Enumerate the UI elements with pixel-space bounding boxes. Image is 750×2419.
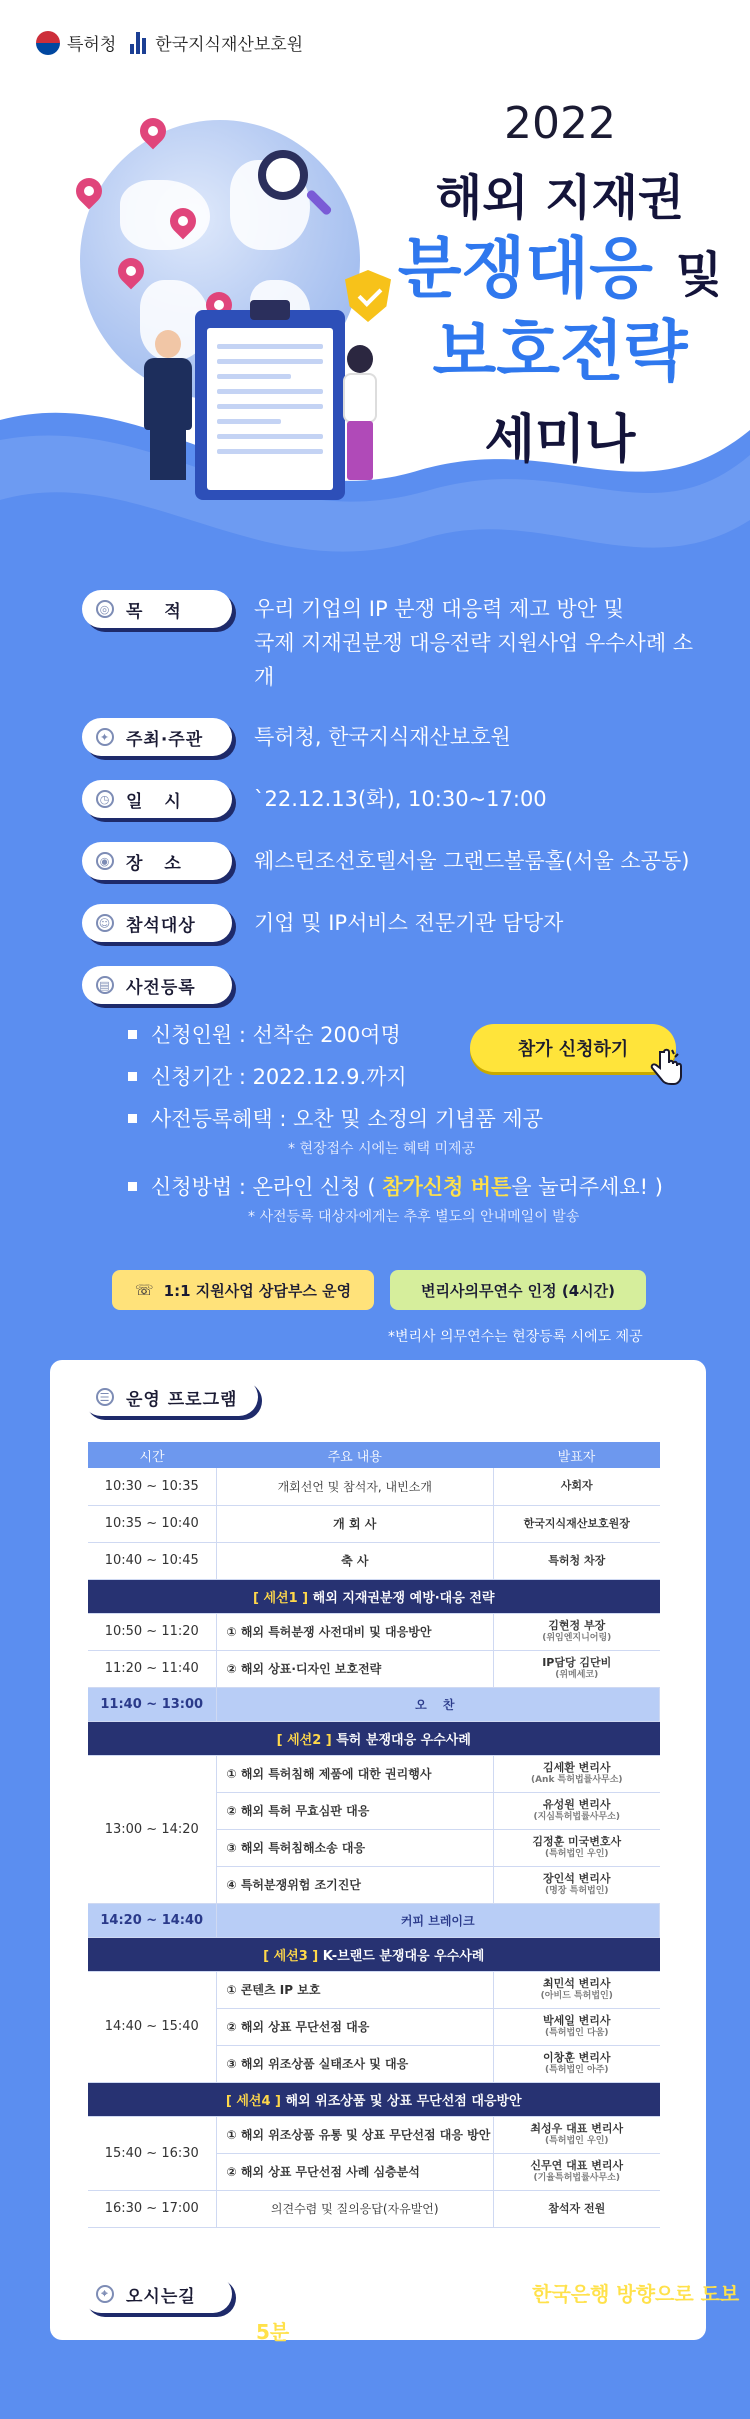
prereg-method bbox=[128, 1168, 688, 1204]
speaker-name: 최성우 대표 변리사 bbox=[530, 2122, 624, 2135]
location-icon: ◉ bbox=[96, 852, 114, 870]
apply-button[interactable]: 참가 신청하기 bbox=[470, 1024, 676, 1072]
people-icon: ☺ bbox=[96, 914, 114, 932]
table-header-row bbox=[88, 1442, 660, 1468]
place-label-pill bbox=[82, 842, 232, 880]
speaker-org: (위임엔지니어링) bbox=[542, 1632, 612, 1643]
location-label-pill bbox=[82, 2275, 232, 2313]
prereg-method-note: * 사전등록 대상자에게는 추후 별도의 안내메일이 발송 bbox=[248, 1209, 580, 1225]
target-label: 참석대상 bbox=[126, 915, 196, 936]
row-time: 14:40 ~ 15:40 bbox=[88, 1971, 216, 2082]
row-content: ② 해외 상표 무단선점 사례 심층분석 bbox=[216, 2153, 494, 2190]
session-tag: [ 세션2 ] bbox=[276, 1732, 332, 1748]
speaker-org: (특허법인 아주) bbox=[544, 2064, 609, 2075]
prereg-label-pill bbox=[82, 966, 232, 1004]
session-3-title bbox=[88, 1937, 660, 1971]
feature-chips bbox=[112, 1270, 646, 1310]
speaker-name: 유성원 변리사 bbox=[542, 1798, 611, 1811]
prereg-method-post: 을 눌러주세요! ) bbox=[511, 1175, 663, 1199]
purpose-text-line-2: 국제 지재권분쟁 대응전략 지원사업 우수사례 소개 bbox=[254, 631, 694, 689]
row-speaker bbox=[494, 1613, 660, 1650]
program-label-pill bbox=[82, 1378, 258, 1416]
consult-booth-label: 1:1 지원사업 상담부스 운영 bbox=[163, 1281, 352, 1300]
pointer-hand-icon bbox=[648, 1048, 682, 1088]
table-row bbox=[88, 1542, 660, 1579]
row-time: 15:40 ~ 16:30 bbox=[88, 2116, 216, 2190]
prereg-method-highlight: 참가신청 버튼 bbox=[382, 1175, 512, 1199]
session-title: K-브랜드 분쟁대응 우수사례 bbox=[322, 1948, 485, 1964]
session-tag: [ 세션4 ] bbox=[225, 2093, 281, 2109]
row-content: ① 해외 특허침해 제품에 대한 권리행사 bbox=[216, 1755, 494, 1792]
speaker-name: 최민석 변리사 bbox=[542, 1977, 611, 1990]
table-row bbox=[88, 2190, 660, 2227]
row-time: 10:50 ~ 11:20 bbox=[88, 1613, 216, 1650]
title-line-1: 해외 지재권 bbox=[435, 170, 685, 226]
row-speaker: 사회자 bbox=[494, 1468, 660, 1505]
title-year: 2022 bbox=[504, 98, 616, 149]
speaker-org: (특허법인 우인) bbox=[544, 2135, 609, 2146]
speaker-org: (명장 특허법인) bbox=[544, 1885, 609, 1896]
speaker-org: (기율특허법률사무소) bbox=[533, 2172, 620, 2183]
row-speaker: 특허청 차장 bbox=[494, 1542, 660, 1579]
prereg-capacity: 신청인원 : 선착순 200여명 bbox=[128, 1016, 688, 1052]
prereg-label: 사전등록 bbox=[126, 977, 196, 998]
session-header bbox=[88, 1579, 660, 1613]
title-line-2 bbox=[370, 228, 750, 311]
row-speaker bbox=[494, 2153, 660, 2190]
row-speaker bbox=[494, 1792, 660, 1829]
row-time: 11:20 ~ 11:40 bbox=[88, 1650, 216, 1687]
prereg-benefit-note: * 현장접수 시에는 혜택 미제공 bbox=[288, 1141, 476, 1157]
row-content: ② 해외 상표 무단선점 대응 bbox=[216, 2008, 494, 2045]
purpose-label-pill bbox=[82, 590, 232, 628]
seminar-title bbox=[370, 98, 750, 472]
table-row bbox=[88, 2116, 660, 2153]
lunch-row bbox=[88, 1687, 660, 1721]
purpose-text bbox=[254, 590, 702, 694]
session-1-title bbox=[88, 1579, 660, 1613]
coffee-break-row bbox=[88, 1903, 660, 1937]
target-row bbox=[82, 904, 702, 942]
session-header bbox=[88, 2082, 660, 2116]
col-speaker: 발표자 bbox=[494, 1442, 660, 1468]
table-row bbox=[88, 1971, 660, 2008]
col-time: 시간 bbox=[88, 1442, 216, 1468]
location-text-pre: 지하철 1,2호선 시청역 하차 후 bbox=[256, 2282, 533, 2306]
place-row bbox=[82, 842, 702, 880]
row-speaker bbox=[494, 2116, 660, 2153]
consult-booth-chip bbox=[112, 1270, 374, 1310]
bulb-icon: ✦ bbox=[96, 728, 114, 746]
speaker-name: 신무연 대표 변리사 bbox=[530, 2159, 624, 2172]
row-speaker: 한국지식재산보호원장 bbox=[494, 1505, 660, 1542]
info-section bbox=[82, 590, 702, 1028]
location-text bbox=[256, 2275, 750, 2351]
title-line-3: 보호전략 bbox=[432, 312, 688, 390]
row-content: 의견수렴 및 질의응답(자유발언) bbox=[216, 2190, 494, 2227]
clock-icon: ◷ bbox=[96, 790, 114, 808]
row-time: 10:35 ~ 10:40 bbox=[88, 1505, 216, 1542]
list-icon: ☰ bbox=[96, 1388, 114, 1406]
row-speaker bbox=[494, 1971, 660, 2008]
host-label: 주최·주관 bbox=[126, 729, 204, 750]
row-speaker bbox=[494, 2008, 660, 2045]
speaker-name: 김정훈 미국변호사 bbox=[532, 1835, 622, 1848]
prereg-benefit: 사전등록혜택 : 오찬 및 소정의 기념품 제공 bbox=[128, 1100, 688, 1136]
prereg-method-pre: 신청방법 : 온라인 신청 ( bbox=[151, 1175, 376, 1199]
program-label: 운영 프로그램 bbox=[126, 1389, 238, 1410]
table-row bbox=[88, 1613, 660, 1650]
document-icon: ▤ bbox=[96, 976, 114, 994]
purpose-row bbox=[82, 590, 702, 694]
target-text: 기업 및 IP서비스 전문기관 담당자 bbox=[254, 911, 564, 935]
date-row bbox=[82, 780, 702, 818]
row-content: ② 해외 상표·디자인 보호전략 bbox=[216, 1650, 494, 1687]
speaker-org: (아비드 특허법인) bbox=[540, 1990, 613, 2001]
session-tag: [ 세션3 ] bbox=[263, 1948, 319, 1964]
row-speaker bbox=[494, 1866, 660, 1903]
location-text-highlight: 한국은행 방향으로 도보 5분 bbox=[256, 2282, 740, 2344]
speaker-name: IP담당 김단비 bbox=[542, 1656, 612, 1669]
row-time: 11:40 ~ 13:00 bbox=[88, 1687, 216, 1721]
session-tag: [ 세션1 ] bbox=[253, 1590, 309, 1606]
row-content: ① 해외 특허분쟁 사전대비 및 대응방안 bbox=[216, 1613, 494, 1650]
row-speaker bbox=[494, 2045, 660, 2082]
koipa-name: 한국지식재산보호원 bbox=[155, 35, 304, 55]
session-title: 해외 지재권분쟁 예방·대응 전략 bbox=[312, 1590, 495, 1606]
speaker-org: (특허법인 다움) bbox=[544, 2027, 609, 2038]
training-credit-note: *변리사 의무연수는 현장등록 시에도 제공 bbox=[388, 1329, 643, 1345]
speaker-name: 김현정 부장 bbox=[548, 1619, 606, 1632]
table-row bbox=[88, 1505, 660, 1542]
table-row bbox=[88, 1468, 660, 1505]
row-time: 13:00 ~ 14:20 bbox=[88, 1755, 216, 1903]
row-content: ③ 해외 특허침해소송 대응 bbox=[216, 1829, 494, 1866]
date-text: `22.12.13(화), 10:30~17:00 bbox=[254, 787, 547, 811]
row-content: ② 해외 특허 무효심판 대응 bbox=[216, 1792, 494, 1829]
date-label-pill bbox=[82, 780, 232, 818]
title-line-2-main: 분쟁대응 bbox=[397, 230, 653, 307]
kipo-name: 특허청 bbox=[67, 35, 117, 55]
speaker-org: (특허법인 우인) bbox=[544, 1848, 609, 1859]
speaker-org: (Ank 특허법률사무소) bbox=[530, 1774, 623, 1785]
location-label: 오시는길 bbox=[126, 2286, 196, 2307]
place-text: 웨스틴조선호텔서울 그랜드볼룸홀(서울 소공동) bbox=[254, 849, 690, 873]
prereg-row bbox=[82, 966, 702, 1004]
session-2-title bbox=[88, 1721, 660, 1755]
col-content: 주요 내용 bbox=[216, 1442, 494, 1468]
speaker-name: 박세일 변리사 bbox=[542, 2014, 611, 2027]
host-text: 특허청, 한국지식재산보호원 bbox=[254, 725, 511, 749]
session-title: 해외 위조상품 및 상표 무단선점 대응방안 bbox=[285, 2093, 522, 2109]
host-label-pill bbox=[82, 718, 232, 756]
purpose-label: 목적 bbox=[126, 601, 203, 622]
speaker-name: 장인석 변리사 bbox=[542, 1872, 611, 1885]
magnifier-icon bbox=[258, 150, 308, 200]
row-content: 오 찬 bbox=[216, 1687, 660, 1721]
session-header bbox=[88, 1721, 660, 1755]
row-time: 10:30 ~ 10:35 bbox=[88, 1468, 216, 1505]
row-content: ① 콘텐츠 IP 보호 bbox=[216, 1971, 494, 2008]
table-row bbox=[88, 1755, 660, 1792]
training-credit-chip: 변리사의무연수 인정 (4시간) bbox=[390, 1270, 646, 1310]
session-4-title bbox=[88, 2082, 660, 2116]
row-speaker bbox=[494, 1829, 660, 1866]
place-label: 장소 bbox=[126, 853, 203, 874]
consult-icon: ☏ bbox=[134, 1281, 154, 1299]
session-title: 특허 분쟁대응 우수사례 bbox=[336, 1732, 471, 1748]
purpose-text-line-1: 우리 기업의 IP 분쟁 대응력 제고 방안 및 bbox=[254, 597, 624, 621]
businessman-illustration bbox=[138, 330, 198, 480]
program-table bbox=[88, 1442, 660, 2228]
prereg-period: 신청기간 : 2022.12.9.까지 bbox=[128, 1058, 688, 1094]
row-speaker bbox=[494, 1650, 660, 1687]
clipboard-illustration bbox=[195, 310, 345, 500]
row-time: 16:30 ~ 17:00 bbox=[88, 2190, 216, 2227]
row-time: 14:20 ~ 14:40 bbox=[88, 1903, 216, 1937]
row-content: ④ 특허분쟁위험 조기진단 bbox=[216, 1866, 494, 1903]
table-row bbox=[88, 1650, 660, 1687]
date-label: 일시 bbox=[126, 791, 203, 812]
speaker-name: 이창훈 변리사 bbox=[542, 2051, 611, 2064]
row-speaker bbox=[494, 1755, 660, 1792]
row-content: 축 사 bbox=[216, 1542, 494, 1579]
speaker-org: (지심특허법률사무소) bbox=[533, 1811, 620, 1822]
target-label-pill bbox=[82, 904, 232, 942]
row-content: 개회선언 및 참석자, 내빈소개 bbox=[216, 1468, 494, 1505]
speaker-name: 김세환 변리사 bbox=[542, 1761, 611, 1774]
title-line-2-conj: 및 bbox=[675, 247, 723, 303]
row-content: ③ 해외 위조상품 실태조사 및 대응 bbox=[216, 2045, 494, 2082]
row-time: 10:40 ~ 10:45 bbox=[88, 1542, 216, 1579]
location-pin-icon: ⌖ bbox=[96, 2285, 114, 2303]
row-content: ① 해외 위조상품 유통 및 상표 무단선점 대응 방안 bbox=[216, 2116, 494, 2153]
host-row bbox=[82, 718, 702, 756]
row-speaker: 참석자 전원 bbox=[494, 2190, 660, 2227]
session-header bbox=[88, 1937, 660, 1971]
row-content: 개 회 사 bbox=[216, 1505, 494, 1542]
target-icon: ◎ bbox=[96, 600, 114, 618]
title-line-4: 세미나 bbox=[484, 410, 636, 470]
row-content: 커피 브레이크 bbox=[216, 1903, 660, 1937]
speaker-org: (위메세코) bbox=[555, 1669, 599, 1680]
